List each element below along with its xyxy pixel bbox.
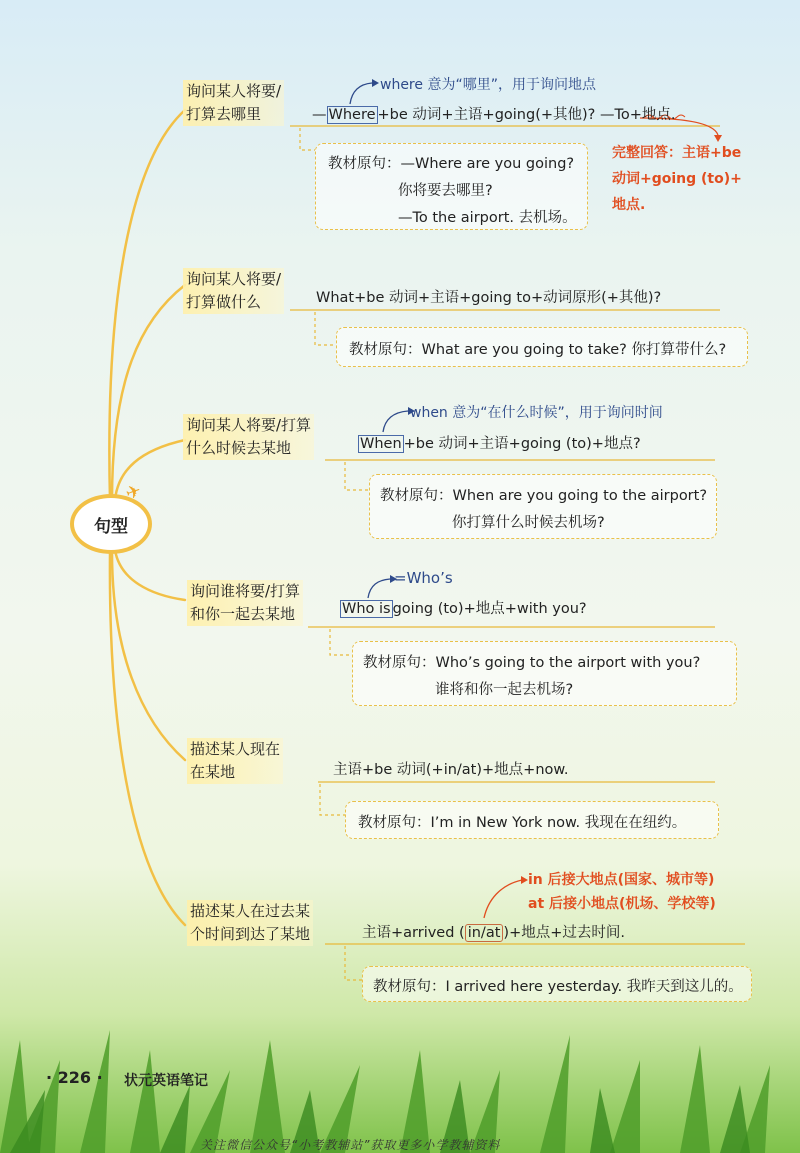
keyword-where: Where bbox=[328, 107, 376, 123]
branch-2-example: 教材原句：What are you going to take? 你打算带什么? bbox=[336, 327, 748, 367]
branch-3-example: 教材原句：When are you going to the airport? 你打算什么时候去机场? bbox=[369, 474, 717, 539]
branch-3-note: when 意为“在什么时候”，用于询问时间 bbox=[410, 405, 663, 421]
keyword-when: When bbox=[360, 436, 402, 452]
branch-1-side-note: 完整回答：主语+be 动词+going (to)+ 地点. bbox=[612, 145, 742, 213]
branch-6-note: in 后接大地点(国家、城市等) at 后接小地点(机场、学校等) bbox=[528, 872, 716, 912]
branch-1-formula: — Where +be 动词+主语+going(+其他)? —To+地点. bbox=[312, 107, 676, 123]
branch-2-label: 询问某人将要/ 打算做什么 bbox=[183, 268, 284, 314]
book-title: 状元英语笔记 bbox=[124, 1073, 208, 1089]
branch-4-example: 教材原句：Who’s going to the airport with you? 谁将和你一起去机场? bbox=[352, 641, 737, 706]
branch-2-formula: What+be 动词+主语+going to+动词原形(+其他)? bbox=[316, 290, 662, 306]
branch-5-formula: 主语+be 动词(+in/at)+地点+now. bbox=[333, 762, 569, 778]
branch-3-formula: When +be 动词+主语+going (to)+地点? bbox=[360, 436, 641, 452]
keyword-in-at: in/at bbox=[465, 924, 504, 942]
center-label: 句型 bbox=[94, 516, 128, 537]
branch-5-label: 描述某人现在 在某地 bbox=[187, 738, 283, 784]
branch-3-label: 询问某人将要/打算 什么时候去某地 bbox=[183, 414, 314, 460]
branch-6-formula: 主语+arrived ( in/at )+地点+过去时间. bbox=[362, 925, 625, 941]
branch-5-example: 教材原句：I’m in New York now. 我现在在纽约。 bbox=[345, 801, 719, 839]
center-node bbox=[70, 494, 152, 554]
keyword-who-is: Who is bbox=[342, 601, 391, 617]
branch-4-note: =Who’s bbox=[394, 569, 453, 587]
branch-6-example: 教材原句：I arrived here yesterday. 我昨天到这儿的。 bbox=[362, 966, 752, 1002]
page-number: · 226 · bbox=[46, 1068, 103, 1087]
branch-6-label: 描述某人在过去某 个时间到达了某地 bbox=[187, 900, 313, 946]
branch-4-formula: Who is going (to)+地点+with you? bbox=[342, 601, 587, 617]
branch-1-label: 询问某人将要/ 打算去哪里 bbox=[183, 80, 284, 126]
branch-1-example: 教材原句：—Where are you going? 你将要去哪里? —To the airport. 去机场。 bbox=[315, 143, 588, 230]
branch-4-label: 询问谁将要/打算 和你一起去某地 bbox=[187, 580, 303, 626]
branch-1-note: where 意为“哪里”，用于询问地点 bbox=[380, 77, 596, 93]
airplane-icon: ✈ bbox=[122, 480, 145, 505]
bottom-note: 关注微信公众号“小考教辅站”获取更多小学教辅资料 bbox=[200, 1138, 501, 1152]
